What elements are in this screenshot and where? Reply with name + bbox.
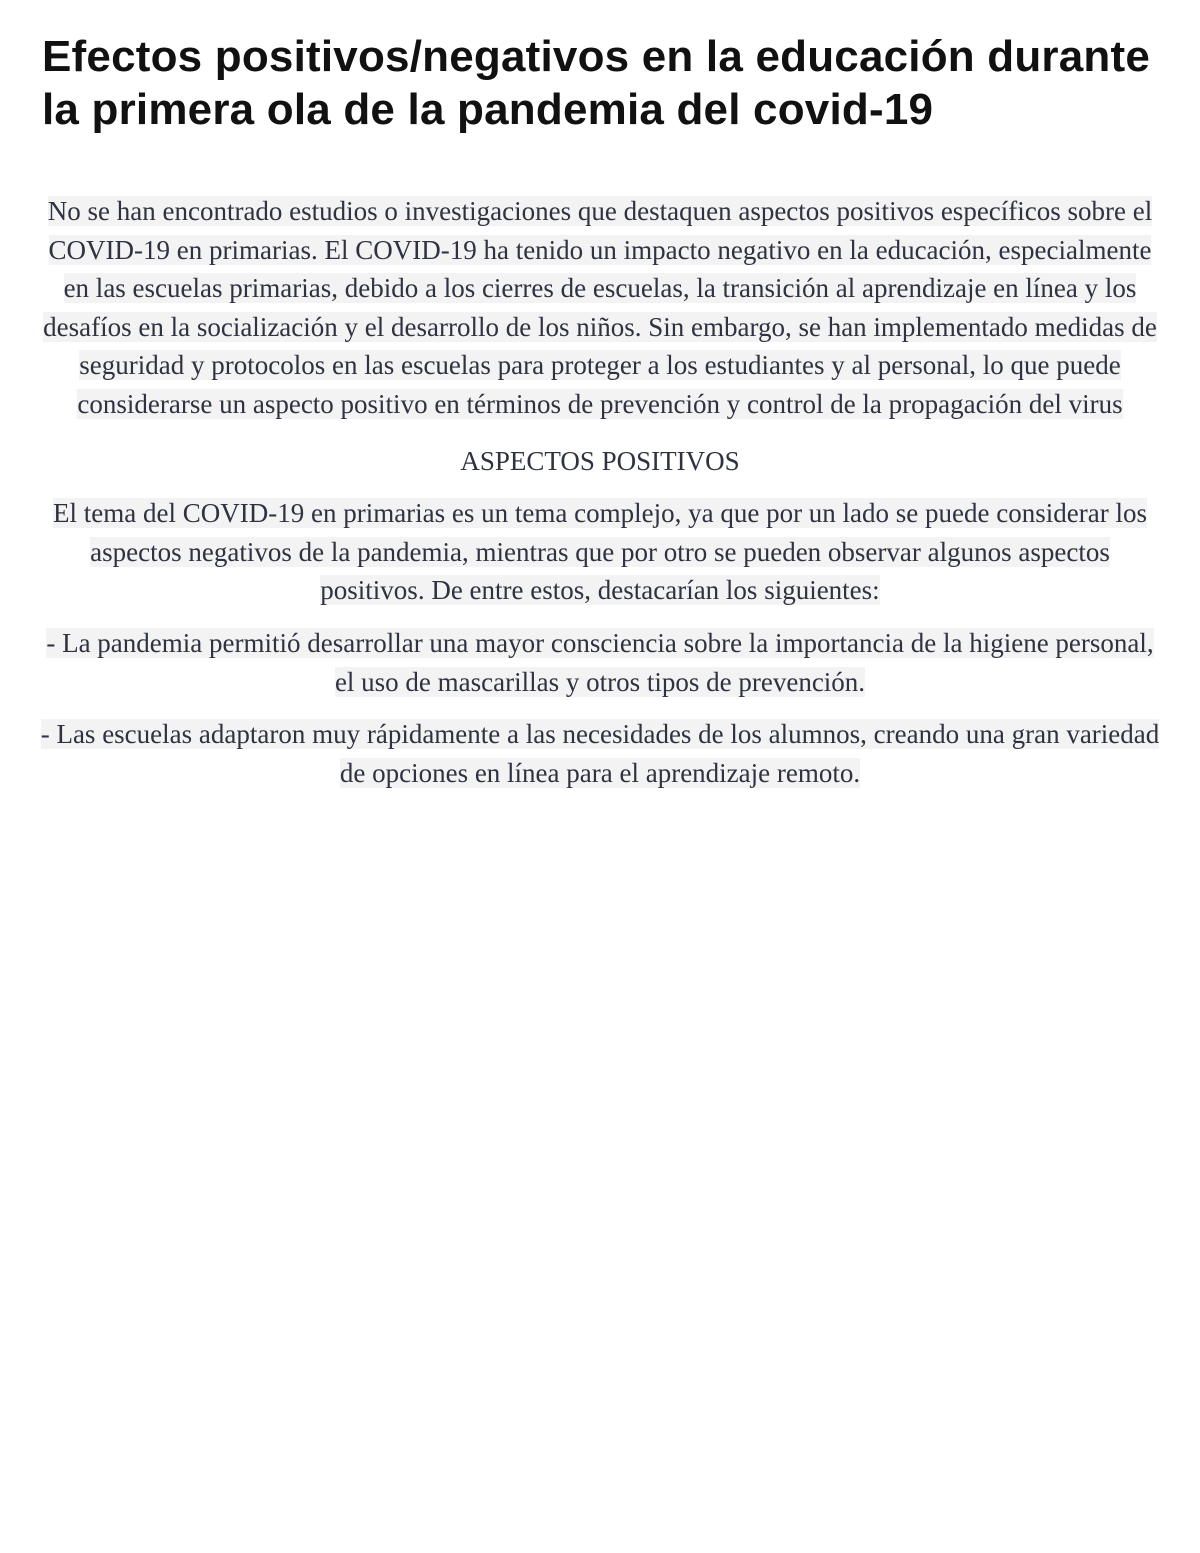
list-item bbox=[40, 715, 1160, 792]
intro-paragraph-text: No se han encontrado estudios o investigaciones que destaquen aspectos positivos específicos sobre el COVID-19 en primarias. El COVID-19 ha tenido un impacto negativo en la educación, especialmente en las escuelas primarias, debido a los cierres de escuelas, la transición al aprendizaje en línea y los desafíos en la socialización y el desarrollo de los niños. Sin embargo, se han implementado medidas de seguridad y protocolos en las escuelas para proteger a los estudiantes y al personal, lo que puede considerarse un aspecto positivo en términos de prevención y control de la propagación del virus bbox=[43, 196, 1157, 419]
intro-paragraph bbox=[40, 192, 1160, 424]
section-heading-text: ASPECTOS POSITIVOS bbox=[460, 445, 740, 476]
list-item bbox=[40, 624, 1160, 701]
section-intro-paragraph bbox=[40, 494, 1160, 610]
section-intro-text: El tema del COVID-19 en primarias es un tema complejo, ya que por un lado se puede considerar los aspectos negativos de la pandemia, mientras que por otro se pueden observar algunos aspectos positivos. De entre estos, destacarían los siguientes: bbox=[53, 498, 1147, 606]
document-body bbox=[40, 192, 1160, 806]
list-item-text: - Las escuelas adaptaron muy rápidamente a las necesidades de los alumnos, creando una gran variedad de opciones en línea para el aprendizaje remoto. bbox=[40, 719, 1160, 788]
list-item-text: - La pandemia permitió desarrollar una mayor consciencia sobre la importancia de la higiene personal, el uso de mascarillas y otros tipos de prevención. bbox=[46, 627, 1154, 697]
page-title: Efectos positivos/negativos en la educación durante la primera ola de la pandemia del covid-19 bbox=[42, 32, 1151, 134]
section-heading bbox=[40, 442, 1160, 481]
